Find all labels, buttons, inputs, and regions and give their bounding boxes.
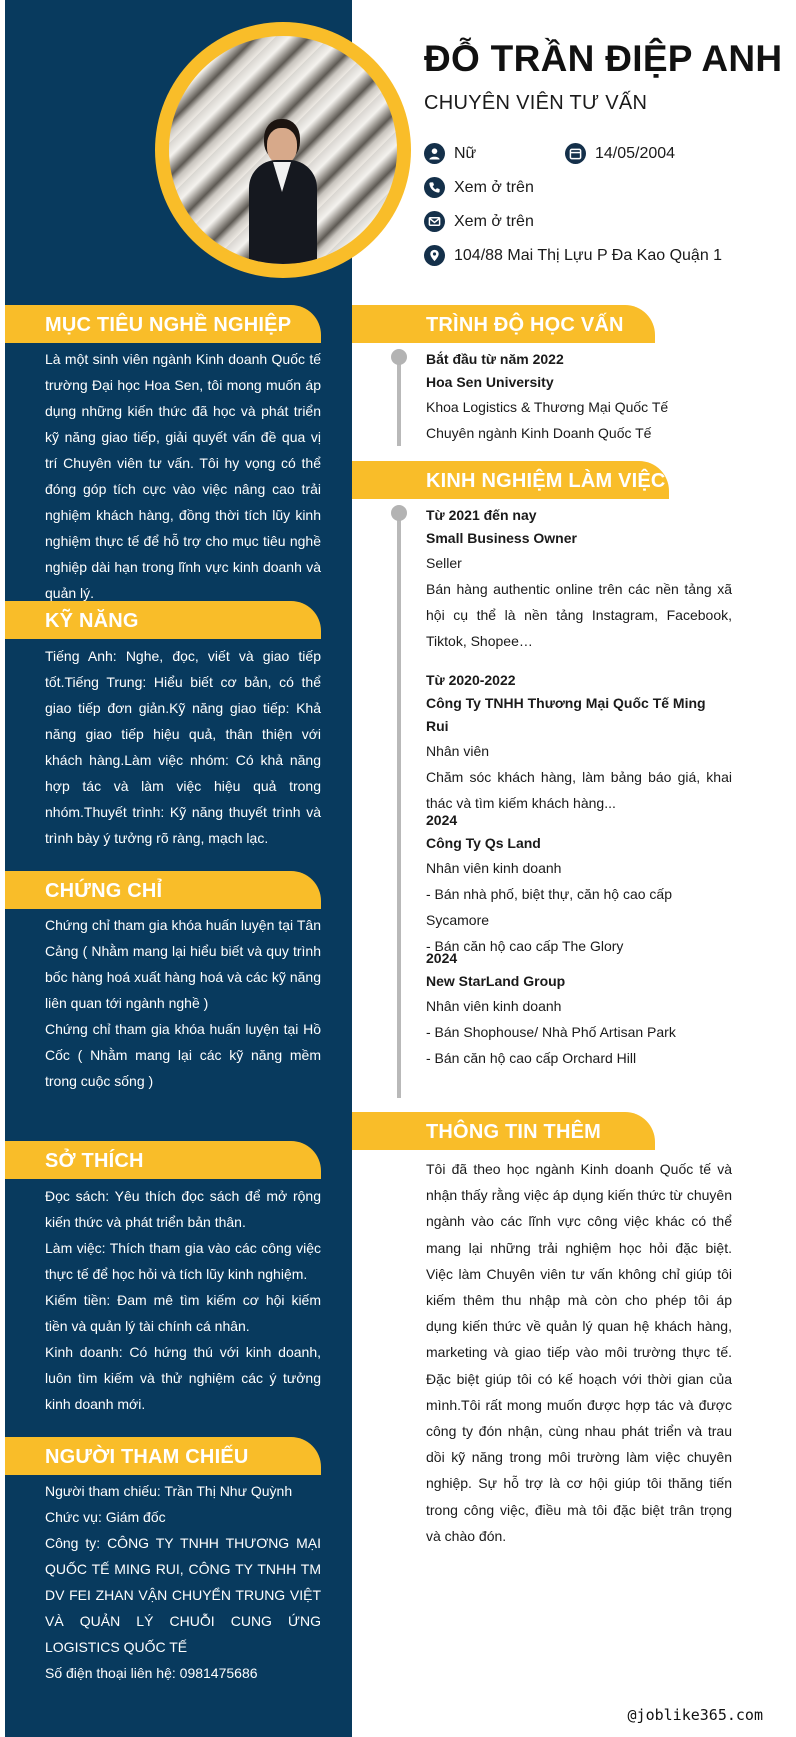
user-icon — [424, 143, 445, 164]
email-value: Xem ở trên — [454, 212, 534, 230]
education-school: Hoa Sen University — [426, 374, 554, 390]
hobby-item: Kiếm tiền: Đam mê tìm kiếm cơ hội kiếm tiền và quản lý tài chính cá nhân. — [45, 1292, 321, 1334]
extra-text: Tôi đã theo học ngành Kinh doanh Quốc tế và nhận thấy rằng việc áp dụng kiến thức từ chuyên ngành vào các lĩnh vực công việc khác có thể mang lại những trải nghiệm học hỏi đặc biệt. Việc làm Chuyên viên tư vấn không chỉ giúp tôi kiếm thêm thu nhập mà còn cho phép tôi áp dụng kiến thức về quản lý quan hệ khách hàng, marketing và giao tiếp vào môi trường thực tế. Đặc biệt giúp tôi có kế hoạch với thời gian của mình.Tôi rất mong muốn được hợp tác và được công ty đón nhận, cùng nhau phát triển và trau dồi kỹ năng trong môi trường làm việc chuyên nghiệp. Sự hỗ trợ là cơ hội giúp tôi thăng tiến trong công việc, điều mà tôi đặc biệt trân trọng và chào đón. — [426, 1161, 732, 1544]
job-entry — [426, 669, 732, 816]
education-faculty: Khoa Logistics & Thương Mại Quốc Tế — [426, 399, 669, 415]
extra-heading: THÔNG TIN THÊM — [352, 1112, 655, 1150]
certificate-item: Chứng chỉ tham gia khóa huấn luyện tại Hồ Cốc ( Nhằm mang lại các kỹ năng mềm trong cuộc sống ) — [45, 1021, 321, 1089]
job-company: New StarLand Group — [426, 973, 566, 989]
reference-item: Số điện thoại liên hệ: 0981475686 — [45, 1665, 258, 1681]
candidate-name: ĐỖ TRẦN ĐIỆP ANH — [424, 38, 783, 79]
job-detail: Bán hàng authentic online trên các nền tảng xã hội cụ thể là nền tảng Instagram, Facebook, Tiktok, Shopee… — [426, 581, 732, 649]
job-company: Small Business Owner — [426, 530, 577, 546]
avatar — [169, 36, 397, 264]
gender-value: Nữ — [454, 144, 477, 162]
hobby-item: Đọc sách: Yêu thích đọc sách để mở rộng kiến thức và phát triển bản thân. — [45, 1188, 321, 1230]
references-heading: NGƯỜI THAM CHIẾU — [5, 1437, 321, 1475]
contact-phone — [424, 177, 534, 198]
phone-value: Xem ở trên — [454, 178, 534, 196]
job-company: Công Ty TNHH Thương Mại Quốc Tế Ming Rui — [426, 695, 706, 734]
experience-heading: KINH NGHIỆM LÀM VIỆC — [352, 461, 669, 499]
hobbies-heading: SỞ THÍCH — [5, 1141, 321, 1179]
job-entry — [426, 809, 732, 959]
job-role: Seller — [426, 555, 462, 571]
job-detail: - Bán nhà phố, biệt thự, căn hộ cao cấp Sycamore — [426, 886, 672, 928]
hobby-item: Làm việc: Thích tham gia vào các công việc thực tế để học hỏi và tích lũy kinh nghiệm. — [45, 1240, 321, 1282]
certificates-heading: CHỨNG CHỈ — [5, 871, 321, 909]
certificate-item: Chứng chỉ tham gia khóa huấn luyện tại Tân Cảng ( Nhằm mang lại hiểu biết và quy trình bốc hàng hoá xuất hàng hoá và các kỹ năng liên quan tới ngành nghề ) — [45, 917, 321, 1011]
job-detail: - Bán Shophouse/ Nhà Phố Artisan Park — [426, 1024, 676, 1040]
contact-email — [424, 211, 534, 232]
experience-timeline — [397, 508, 401, 1098]
contact-address — [424, 245, 722, 266]
birthdate-value: 14/05/2004 — [595, 144, 676, 162]
skills-heading: KỸ NĂNG — [5, 601, 321, 639]
education-major: Chuyên ngành Kinh Doanh Quốc Tế — [426, 425, 652, 441]
certificates-list — [45, 912, 321, 1094]
job-period: Từ 2021 đến nay — [426, 507, 537, 523]
candidate-title: CHUYÊN VIÊN TƯ VẤN — [424, 92, 648, 114]
job-entry — [426, 504, 732, 654]
job-period: Từ 2020-2022 — [426, 672, 516, 688]
contact-birthdate — [565, 143, 675, 164]
job-period: 2024 — [426, 812, 458, 828]
education-heading: TRÌNH ĐỘ HỌC VẤN — [352, 305, 655, 343]
mail-icon — [424, 211, 445, 232]
job-entry — [426, 947, 732, 1071]
objective-heading: MỤC TIÊU NGHỀ NGHIỆP — [5, 305, 321, 343]
job-detail: Chăm sóc khách hàng, làm bảng báo giá, khai thác và tìm kiếm khách hàng... — [426, 769, 732, 811]
address-value: 104/88 Mai Thị Lựu P Đa Kao Quận 1 — [454, 246, 723, 264]
education-timeline — [397, 352, 401, 446]
education-timeline-dot — [391, 349, 407, 365]
job-detail: - Bán căn hộ cao cấp The Glory — [426, 938, 624, 954]
reference-item: Công ty: CÔNG TY TNHH THƯƠNG MẠI QUỐC TẾ MING RUI, CÔNG TY TNHH TM DV FEI ZHAN VẬN CHUYỂN TRUNG VIỆT VÀ QUẢN LÝ CHUỖI CUNG ỨNG LOGISTICS QUỐC TẾ — [45, 1535, 321, 1655]
job-role: Nhân viên kinh doanh — [426, 860, 562, 876]
location-pin-icon — [424, 245, 445, 266]
education-period: Bắt đầu từ năm 2022 — [426, 351, 564, 367]
contact-gender — [424, 143, 476, 164]
job-company: Công Ty Qs Land — [426, 835, 541, 851]
skills-text: Tiếng Anh: Nghe, đọc, viết và giao tiếp tốt.Tiếng Trung: Hiểu biết cơ bản, có thể giao tiếp đơn giản.Kỹ năng giao tiếp: Khả năng giao tiếp hiệu quả, thân thiện với khách hàng.Làm việc nhóm: Có khả năng hợp tác và làm việc hiệu quả trong nhóm.Thuyết trình: Kỹ năng thuyết trình và trình bày ý tưởng rõ ràng, mạch lạc. — [45, 648, 321, 846]
reference-item: Người tham chiếu: Trần Thị Như Quỳnh — [45, 1483, 293, 1499]
phone-icon — [424, 177, 445, 198]
references-list — [45, 1478, 321, 1686]
avatar-person-head — [267, 128, 297, 164]
education-entry — [426, 348, 732, 446]
objective-text: Là một sinh viên ngành Kinh doanh Quốc tế trường Đại học Hoa Sen, tôi mong muốn áp dụng những kiến thức đã học và phát triển kỹ năng giao tiếp, giải quyết vấn đề qua vị trí Chuyên viên tư vấn. Tôi hy vọng có thể đóng góp tích cực vào việc nâng cao trải nghiệm khách hàng, đồng thời tích lũy kinh nghiệm thực tế để hỗ trợ cho mục tiêu nghề nghiệp dài hạn trong lĩnh vực kinh doanh và quản lý. — [45, 351, 321, 601]
hobbies-list — [45, 1183, 321, 1417]
job-role: Nhân viên kinh doanh — [426, 998, 562, 1014]
reference-item: Chức vụ: Giám đốc — [45, 1509, 166, 1525]
watermark: @joblike365.com — [627, 1706, 763, 1724]
job-period: 2024 — [426, 950, 458, 966]
job-detail: - Bán căn hộ cao cấp Orchard Hill — [426, 1050, 637, 1066]
calendar-icon — [565, 143, 586, 164]
job-role: Nhân viên — [426, 743, 490, 759]
experience-timeline-dot — [391, 505, 407, 521]
hobby-item: Kinh doanh: Có hứng thú với kinh doanh, luôn tìm kiếm và thử nghiệm các ý tưởng kinh doanh mới. — [45, 1344, 321, 1412]
